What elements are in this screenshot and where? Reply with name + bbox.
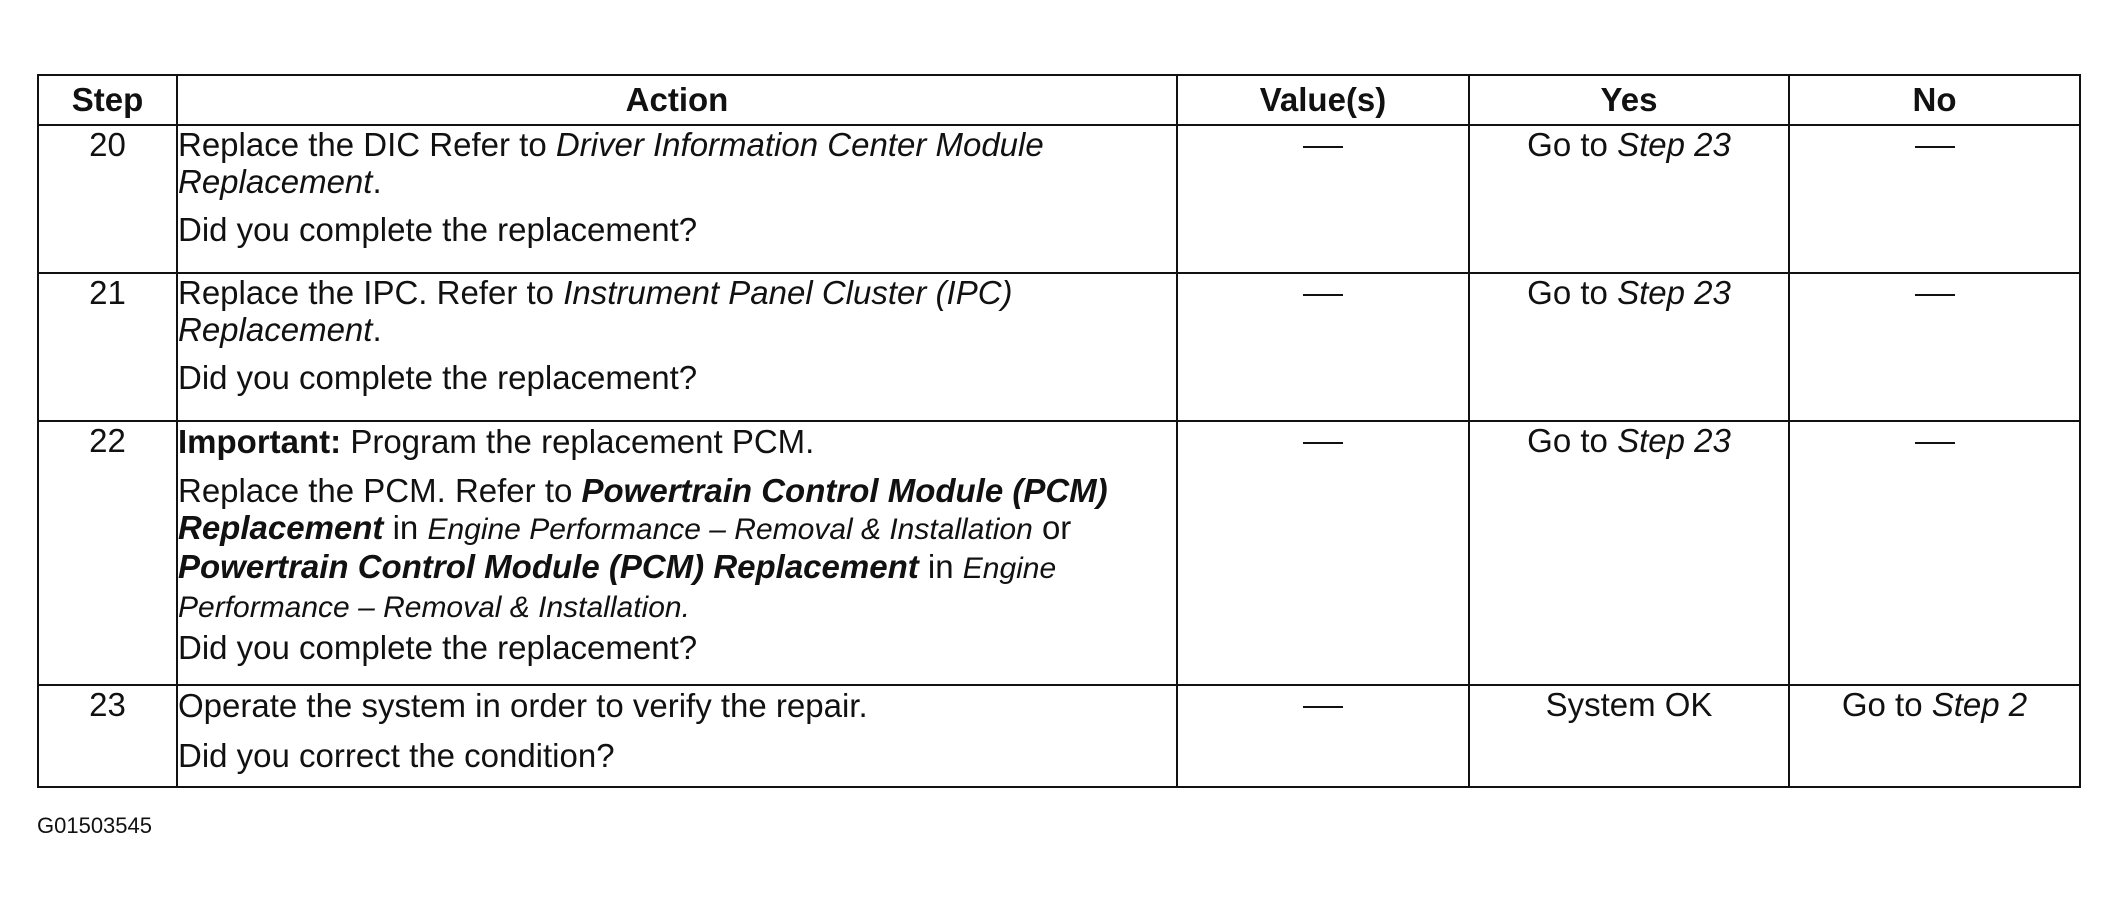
section-reference: Engine Performance – Removal & Installation	[427, 513, 1033, 546]
step-number: 21	[38, 273, 177, 421]
em-dash	[1915, 294, 1955, 296]
yes-cell: Go to Step 23	[1469, 273, 1789, 421]
action-cell	[177, 125, 1177, 273]
section-reference: Engine Performance – Removal & Installation.	[178, 552, 1057, 624]
header-action: Action	[177, 75, 1177, 125]
table-row	[38, 273, 2080, 421]
table-row	[38, 421, 2080, 685]
step-reference: Step 23	[1617, 126, 1731, 163]
table-row	[38, 685, 2080, 787]
no-cell: Go to Step 2	[1789, 685, 2080, 787]
value-cell	[1177, 125, 1469, 273]
value-cell	[1177, 685, 1469, 787]
action-question: Did you complete the replacement?	[178, 629, 698, 666]
reference-link: Instrument Panel Cluster (IPC) Replacement	[178, 274, 1013, 348]
step-reference: Step 23	[1617, 422, 1731, 459]
action-question: Did you correct the condition?	[178, 737, 615, 774]
value-cell	[1177, 273, 1469, 421]
important-label: Important:	[178, 423, 342, 460]
no-cell	[1789, 125, 2080, 273]
diagnostic-table	[37, 74, 2081, 788]
action-cell	[177, 421, 1177, 685]
reference-link: Powertrain Control Module (PCM) Replacement	[178, 472, 1108, 546]
action-instruction: Replace the IPC. Refer to Instrument Panel Cluster (IPC) Replacement.	[178, 274, 1013, 348]
table-row	[38, 125, 2080, 273]
step-number: 23	[38, 685, 177, 787]
em-dash	[1915, 146, 1955, 148]
action-question: Did you complete the replacement?	[178, 211, 698, 248]
header-yes: Yes	[1469, 75, 1789, 125]
action-cell	[177, 685, 1177, 787]
action-instruction: Replace the DIC Refer to Driver Information Center Module Replacement.	[178, 126, 1044, 200]
reference-link: Powertrain Control Module (PCM) Replacement	[178, 548, 919, 585]
step-reference: Step 2	[1931, 686, 2028, 723]
em-dash	[1303, 442, 1343, 444]
step-number: 22	[38, 421, 177, 685]
action-instruction: Replace the PCM. Refer to Powertrain Control Module (PCM) Replacement in Engine Performance – Removal & Installation or Powertrain Control Module (PCM) Replacement in Engine Performance – Removal & Installation.	[178, 472, 1108, 624]
em-dash	[1303, 146, 1343, 148]
em-dash	[1303, 706, 1343, 708]
yes-cell: Go to Step 23	[1469, 125, 1789, 273]
table-header-row	[38, 75, 2080, 125]
action-cell	[177, 273, 1177, 421]
value-cell	[1177, 421, 1469, 685]
step-reference: Step 23	[1617, 274, 1731, 311]
important-note: Important: Program the replacement PCM.	[178, 423, 815, 460]
action-instruction: Operate the system in order to verify the repair.	[178, 687, 868, 724]
yes-cell: System OK	[1469, 685, 1789, 787]
no-cell	[1789, 273, 2080, 421]
header-step: Step	[38, 75, 177, 125]
em-dash	[1303, 294, 1343, 296]
action-question: Did you complete the replacement?	[178, 359, 698, 396]
yes-cell: Go to Step 23	[1469, 421, 1789, 685]
em-dash	[1915, 442, 1955, 444]
header-values: Value(s)	[1177, 75, 1469, 125]
reference-link: Driver Information Center Module Replacement	[178, 126, 1044, 200]
header-no: No	[1789, 75, 2080, 125]
no-cell	[1789, 421, 2080, 685]
step-number: 20	[38, 125, 177, 273]
figure-id: G01503545	[37, 813, 152, 838]
